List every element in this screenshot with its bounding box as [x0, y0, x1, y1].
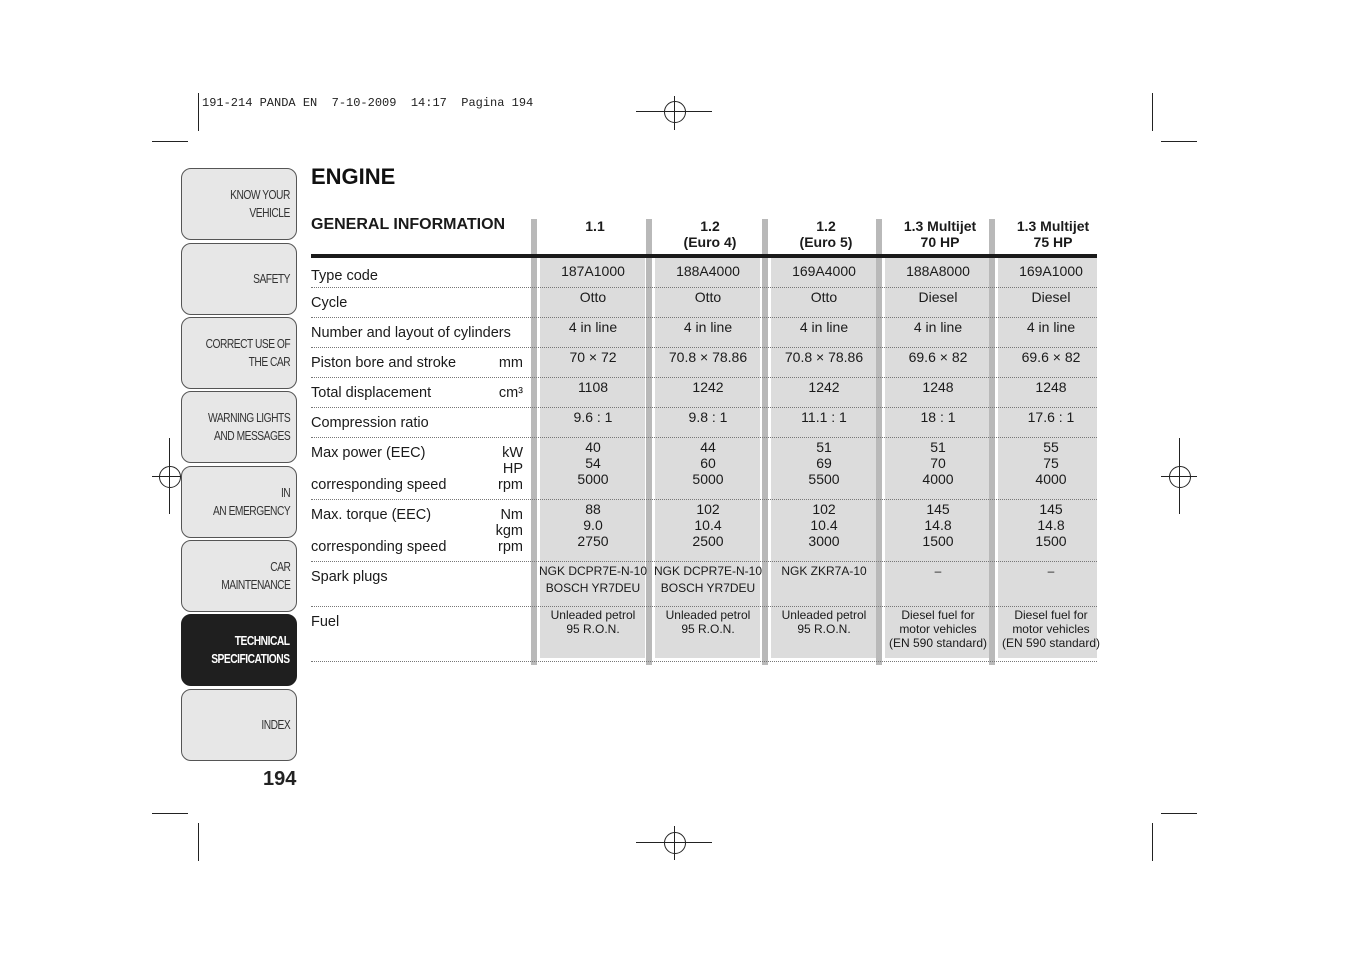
table-row — [311, 607, 1101, 662]
row-label: Cycle — [311, 295, 348, 311]
table-cell: NGK DCPR7E-N-10 BOSCH YR7DEU — [538, 564, 648, 595]
table-cell: 4 in line — [799, 319, 849, 335]
table-cell: 4 in line — [568, 319, 618, 335]
table-cell: 4 in line — [913, 319, 963, 335]
table-cell: 44 60 5000 — [692, 439, 724, 487]
tab-know-your-vehicle[interactable]: KNOW YOUR VEHICLE — [181, 168, 297, 240]
table-row — [311, 288, 1097, 318]
tab-in-an-emergency[interactable]: IN AN EMERGENCY — [181, 466, 297, 538]
table-cell: 102 10.4 3000 — [808, 501, 840, 549]
table-cell: 51 69 5500 — [808, 439, 840, 487]
table-cell: 1242 — [692, 379, 724, 395]
table-row — [311, 348, 1097, 378]
table-cell: Diesel — [918, 289, 958, 305]
tab-warning-lights-and-messages[interactable]: WARNING LIGHTS AND MESSAGES — [181, 391, 297, 463]
print-header: 191-214 PANDA EN 7-10-2009 14:17 Pagina 194 — [202, 96, 534, 110]
row-unit-secondary: rpm — [498, 477, 523, 493]
engine-spec-table — [311, 214, 1101, 662]
table-cell: NGK ZKR7A-10 — [781, 564, 867, 578]
column-header: 1.2 (Euro 5) — [799, 218, 853, 250]
row-unit: Nm kgm — [495, 507, 523, 539]
tab-correct-use-of-the-car[interactable]: CORRECT USE OF THE CAR — [181, 317, 297, 389]
table-row — [311, 378, 1097, 408]
table-cell: 69.6 × 82 — [908, 349, 968, 365]
table-header — [311, 214, 1097, 258]
table-cell: 1248 — [922, 379, 954, 395]
tab-safety[interactable]: SAFETY — [181, 243, 297, 315]
table-cell: 70.8 × 78.86 — [784, 349, 864, 365]
table-cell: – — [934, 564, 942, 578]
table-cell: 9.8 : 1 — [688, 409, 728, 425]
table-cell: 51 70 4000 — [922, 439, 954, 487]
table-cell: 70 × 72 — [569, 349, 617, 365]
table-cell: Unleaded petrol 95 R.O.N. — [781, 608, 867, 636]
table-cell: 4 in line — [683, 319, 733, 335]
table-body — [311, 258, 1101, 662]
table-cell: 145 14.8 1500 — [1035, 501, 1067, 549]
table-cell: 4 in line — [1026, 319, 1076, 335]
table-cell: 187A1000 — [561, 263, 625, 279]
row-unit: kW HP — [502, 445, 523, 477]
tab-index[interactable]: INDEX — [181, 689, 297, 761]
row-sublabel: corresponding speed — [311, 539, 447, 555]
row-unit-secondary: rpm — [498, 539, 523, 555]
table-cell: 88 9.0 2750 — [577, 501, 609, 549]
row-label: Piston bore and stroke — [311, 355, 457, 371]
table-cell: 188A8000 — [906, 263, 970, 279]
row-label: Number and layout of cylinders — [311, 325, 511, 341]
column-header: 1.2 (Euro 4) — [683, 218, 737, 250]
table-row — [311, 438, 1097, 500]
table-row — [311, 562, 1097, 607]
table-cell: Diesel fuel for motor vehicles (EN 590 standard) — [1001, 608, 1101, 650]
table-cell: 188A4000 — [676, 263, 740, 279]
table-row — [311, 408, 1097, 438]
table-cell: 145 14.8 1500 — [922, 501, 954, 549]
page-number: 194 — [263, 768, 297, 790]
row-label: Max. torque (EEC) — [311, 507, 432, 523]
table-cell: 102 10.4 2500 — [692, 501, 724, 549]
row-label: Total displacement — [311, 385, 432, 401]
row-label: Spark plugs — [311, 569, 388, 585]
table-cell: 40 54 5000 — [577, 439, 609, 487]
column-header: 1.3 Multijet 75 HP — [1016, 218, 1090, 250]
table-cell: 11.1 : 1 — [801, 409, 847, 425]
row-unit: mm — [498, 355, 523, 371]
table-cell: Otto — [694, 289, 722, 305]
table-cell: Unleaded petrol 95 R.O.N. — [550, 608, 636, 636]
table-cell: Otto — [810, 289, 838, 305]
table-cell: 18 : 1 — [920, 409, 956, 425]
table-cell: 69.6 × 82 — [1021, 349, 1081, 365]
column-header: 1.3 Multijet 70 HP — [903, 218, 977, 250]
table-row — [311, 258, 1097, 288]
table-cell: 70.8 × 78.86 — [668, 349, 748, 365]
table-cell: 55 75 4000 — [1035, 439, 1067, 487]
table-cell: 169A1000 — [1019, 263, 1083, 279]
tab-technical-specifications[interactable]: TECHNICAL SPECIFICATIONS — [181, 614, 297, 686]
table-header-label: GENERAL INFORMATION — [311, 216, 506, 233]
table-cell: Diesel — [1031, 289, 1071, 305]
table-cell: Diesel fuel for motor vehicles (EN 590 standard) — [888, 608, 988, 650]
table-cell: 1242 — [808, 379, 840, 395]
row-label: Max power (EEC) — [311, 445, 426, 461]
page-title: ENGINE — [311, 164, 396, 189]
table-cell: 1248 — [1035, 379, 1067, 395]
table-cell: Unleaded petrol 95 R.O.N. — [665, 608, 751, 636]
table-row — [311, 318, 1097, 348]
tab-car-maintenance[interactable]: CAR MAINTENANCE — [181, 540, 297, 612]
column-header: 1.1 — [585, 218, 605, 234]
row-sublabel: corresponding speed — [311, 477, 447, 493]
table-cell: 17.6 : 1 — [1027, 409, 1075, 425]
table-cell: 9.6 : 1 — [573, 409, 613, 425]
row-label: Compression ratio — [311, 415, 429, 431]
table-cell: – — [1047, 564, 1055, 578]
table-cell: Otto — [579, 289, 607, 305]
table-cell: 169A4000 — [792, 263, 856, 279]
row-unit: cm³ — [498, 385, 523, 401]
row-label: Fuel — [311, 614, 340, 630]
table-row — [311, 500, 1097, 562]
table-cell: NGK DCPR7E-N-10 BOSCH YR7DEU — [653, 564, 763, 595]
table-cell: 1108 — [577, 379, 609, 395]
row-label: Type code — [311, 268, 378, 284]
